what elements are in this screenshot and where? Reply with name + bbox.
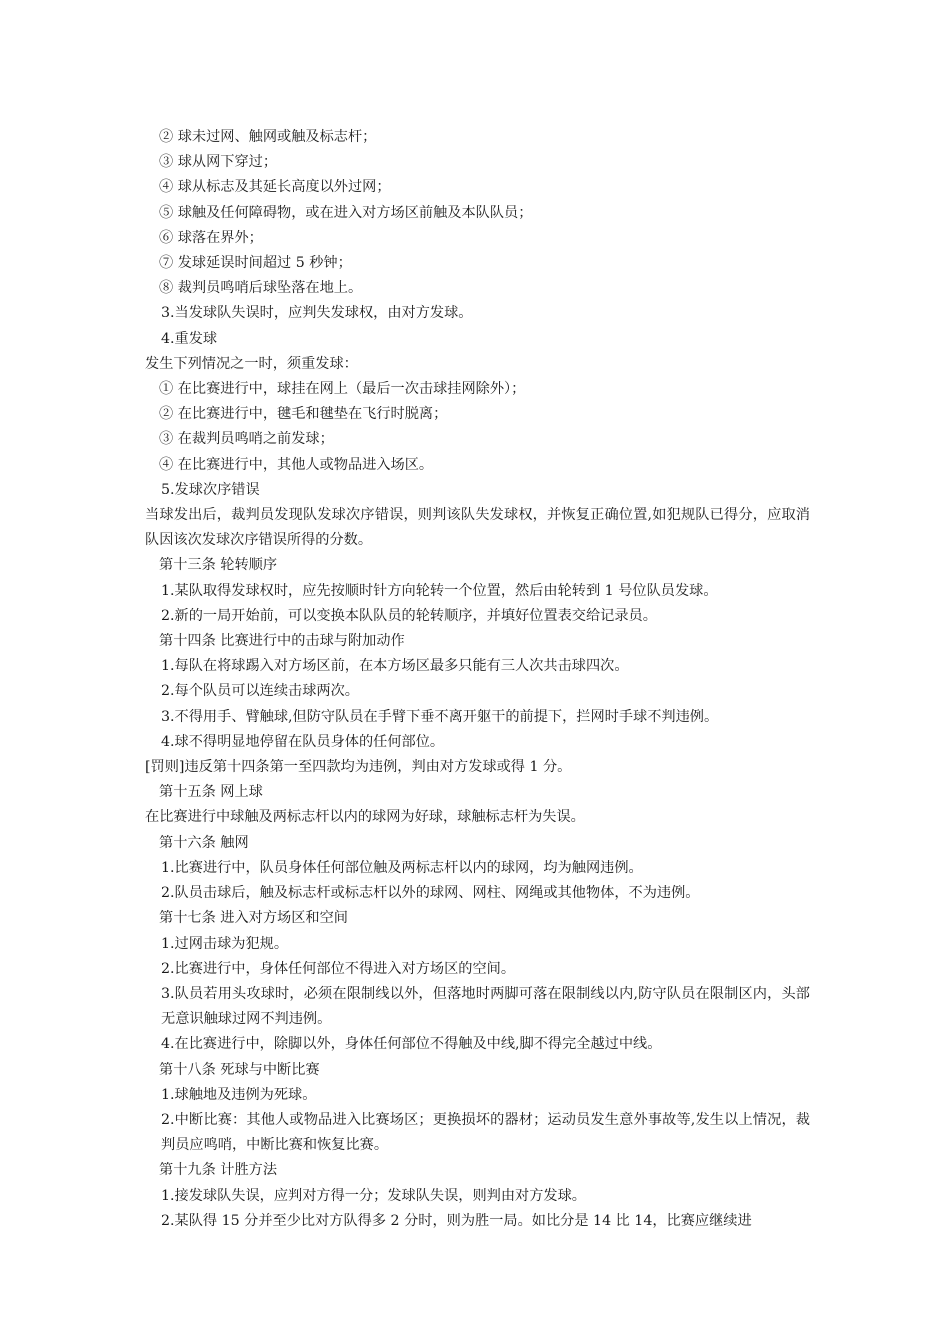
- text-line: 1.接发球队失误，应判对方得一分；发球队失误，则判由对方发球。: [161, 1187, 586, 1204]
- text-line: [罚则]违反第十四条第一至四款均为违例，判由对方发球或得 1 分。: [145, 759, 572, 776]
- text-line: 1.比赛进行中，队员身体任何部位触及两标志杆以内的球网，均为触网违例。: [161, 859, 643, 876]
- text-line: 4.球不得明显地停留在队员身体的任何部位。: [161, 733, 445, 750]
- text-line: ⑧ 裁判员鸣哨后球坠落在地上。: [159, 280, 363, 297]
- text-line: 3.当发球队失误时，应判失发球权，由对方发球。: [161, 305, 473, 322]
- text-line: 第十九条 计胜方法: [159, 1162, 278, 1179]
- text-line: 5.发球次序错误: [161, 481, 260, 498]
- text-line: 2.队员击球后，触及标志杆或标志杆以外的球网、网柱、网绳或其他物体，不为违例。: [161, 885, 700, 902]
- text-line: 2.某队得 15 分并至少比对方队得多 2 分时，则为胜一局。如比分是 14 比 14，比赛应继续进: [161, 1212, 752, 1229]
- text-line: 1.每队在将球踢入对方场区前，在本方场区最多只能有三人次共击球四次。: [161, 658, 629, 675]
- text-line: 在比赛进行中球触及两标志杆以内的球网为好球，球触标志杆为失误。: [145, 809, 585, 826]
- text-line: ② 球未过网、触网或触及标志杆；: [159, 129, 377, 145]
- text-line: ④ 在比赛进行中，其他人或物品进入场区。: [159, 456, 434, 473]
- text-line: 4.在比赛进行中，除脚以外，身体任何部位不得触及中线,脚不得完全越过中线。: [161, 1036, 662, 1053]
- text-line: 2.新的一局开始前，可以变换本队队员的轮转顺序，并填好位置表交给记录员。: [161, 607, 657, 624]
- text-line: 1.球触地及违例为死球。: [161, 1086, 317, 1103]
- text-line: 2.每个队员可以连续击球两次。: [161, 683, 359, 700]
- text-line: 4.重发球: [161, 330, 218, 347]
- text-line: 2.中断比赛：其他人或物品进入比赛场区；更换损坏的器材；运动员发生意外事故等,发生以上情况，裁判员应鸣哨，中断比赛和恢复比赛。: [161, 1111, 810, 1154]
- text-line: 1.过网击球为犯规。: [161, 935, 289, 952]
- text-line: 第十八条 死球与中断比赛: [159, 1061, 320, 1078]
- text-line: 第十七条 进入对方场区和空间: [159, 910, 348, 927]
- text-line: ③ 球从网下穿过；: [159, 154, 278, 171]
- text-line: 第十四条 比赛进行中的击球与附加动作: [159, 633, 405, 650]
- text-line: 2.比赛进行中，身体任何部位不得进入对方场区的空间。: [161, 960, 516, 977]
- text-line: 第十三条 轮转顺序: [159, 557, 278, 574]
- text-line: ③ 在裁判员鸣哨之前发球；: [159, 431, 334, 448]
- text-line: ④ 球从标志及其延长高度以外过网；: [159, 179, 391, 196]
- text-line: ⑤ 球触及任何障碍物，或在进入对方场区前触及本队队员；: [159, 204, 533, 221]
- text-line: ② 在比赛进行中，毽毛和毽垫在飞行时脱离；: [159, 406, 448, 423]
- document-body: [145, 125, 810, 1234]
- text-line: 发生下列情况之一时，须重发球：: [145, 355, 358, 372]
- text-line: 3.不得用手、臂触球,但防守队员在手臂下垂不离开躯干的前提下，拦网时手球不判违例。: [161, 708, 719, 725]
- text-line: 第十五条 网上球: [159, 784, 263, 801]
- text-line: 1.某队取得发球权时，应先按顺时针方向轮转一个位置，然后由轮转到 1 号位队员发球。: [161, 582, 718, 599]
- text-line: ⑦ 发球延误时间超过 5 秒钟；: [159, 255, 352, 272]
- text-line: 3.队员若用头攻球时，必须在限制线以外，但落地时两脚可落在限制线以内,防守队员在限制区内，头部无意识触球过网不判违例。: [161, 985, 810, 1028]
- text-line: 当球发出后，裁判员发现队发球次序错误，则判该队失发球权，并恢复正确位置,如犯规队已得分，应取消队因该次发球次序错误所得的分数。: [145, 507, 810, 549]
- text-line: ⑥ 球落在界外；: [159, 229, 263, 246]
- text-line: 第十六条 触网: [159, 834, 249, 851]
- text-line: ① 在比赛进行中，球挂在网上（最后一次击球挂网除外）；: [159, 381, 526, 398]
